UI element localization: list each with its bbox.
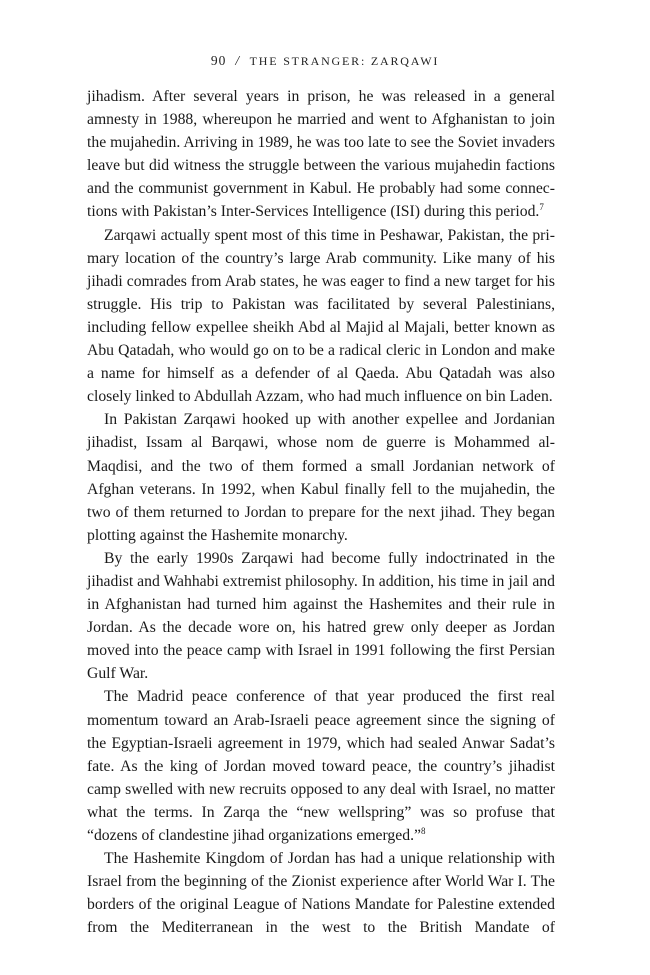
paragraph-text: The Madrid peace conference of that year produced the first real momentum toward an Arab-Israeli peace agreement since the signing of the Egyptian-Israeli agreement in 1979, which had sealed Anwar Sadat’s fate. As the king of Jordan moved toward peace, the country’s jihadist camp swelled with new recruits opposed to any deal with Israel, no matter what the terms. In Zarqa the “new wellspring” was so profuse that “dozens of clandestine jihad organizations emerged.” [87,688,555,844]
body-text [87,85,555,939]
paragraph-text: Zarqawi actually spent most of this time in Peshawar, Pakistan, the primary location of the country’s large Arab community. Like many of his jihadi comrades from Arab states, he was eager to find a new target for his struggle. His trip to Pakistan was facilitated by several Palestinians, including fellow expellee sheikh Abd al Majid al Majali, better known as Abu Qatadah, who would go on to be a radical cleric in London and make a name for himself as a defender of al Qaeda. Abu Qatadah was also closely linked to Abdullah Azzam, who had much influence on bin Laden. [87,226,555,406]
paragraph-6 [87,847,555,939]
footnote-marker: 8 [420,826,426,836]
running-header [0,53,650,69]
running-title: THE STRANGER: ZARQAWI [249,54,440,68]
paragraph-1 [87,85,555,224]
paragraph-text: In Pakistan Zarqawi hooked up with another expellee and Jordanian jihadist, Issam al Barqawi, whose nom de guerre is Mohammed al-Maqdisi, and the two of them formed a small Jordanian network of Afghan veterans. In 1992, when Kabul finally fell to the mujahedin, the two of them returned to Jordan to prepare for the next jihad. They began plotting against the Hashemite monarchy. [87,411,555,544]
paragraph-5 [87,685,555,847]
paragraph-4 [87,547,555,686]
paragraph-2 [87,224,555,409]
paragraph-text: jihadism. After several years in prison, he was released in a general amnesty in 1988, whereupon he married and went to Afghanistan to join the mujahedin. Arriving in 1989, he was too late to see the Soviet invaders leave but did witness the struggle between the various mujahedin factions and the communist government in Kabul. He probably had some connections with Pakistan’s Inter-Services Intelligence (ISI) during this period. [87,88,555,221]
footnote-marker: 7 [539,202,544,213]
paragraph-text: The Hashemite Kingdom of Jordan has had a unique relationship with Israel from the beginning of the Zionist experience after World War I. The borders of the original League of Nations Mandate for Palestine extended from the Mediterranean in the west to the British Mandate of [87,850,555,937]
paragraph-text: By the early 1990s Zarqawi had become fully indoctrinated in the jihadist and Wahhabi extremist philosophy. In addition, his time in jail and in Afghanistan had turned him against the Hashemites and their rule in Jordan. As the decade wore on, his hatred grew only deeper as Jordan moved into the peace camp with Israel in 1991 following the first Persian Gulf War. [87,549,555,683]
paragraph-3 [87,408,555,547]
page-number: 90 [210,53,227,68]
header-separator: / [235,53,241,68]
